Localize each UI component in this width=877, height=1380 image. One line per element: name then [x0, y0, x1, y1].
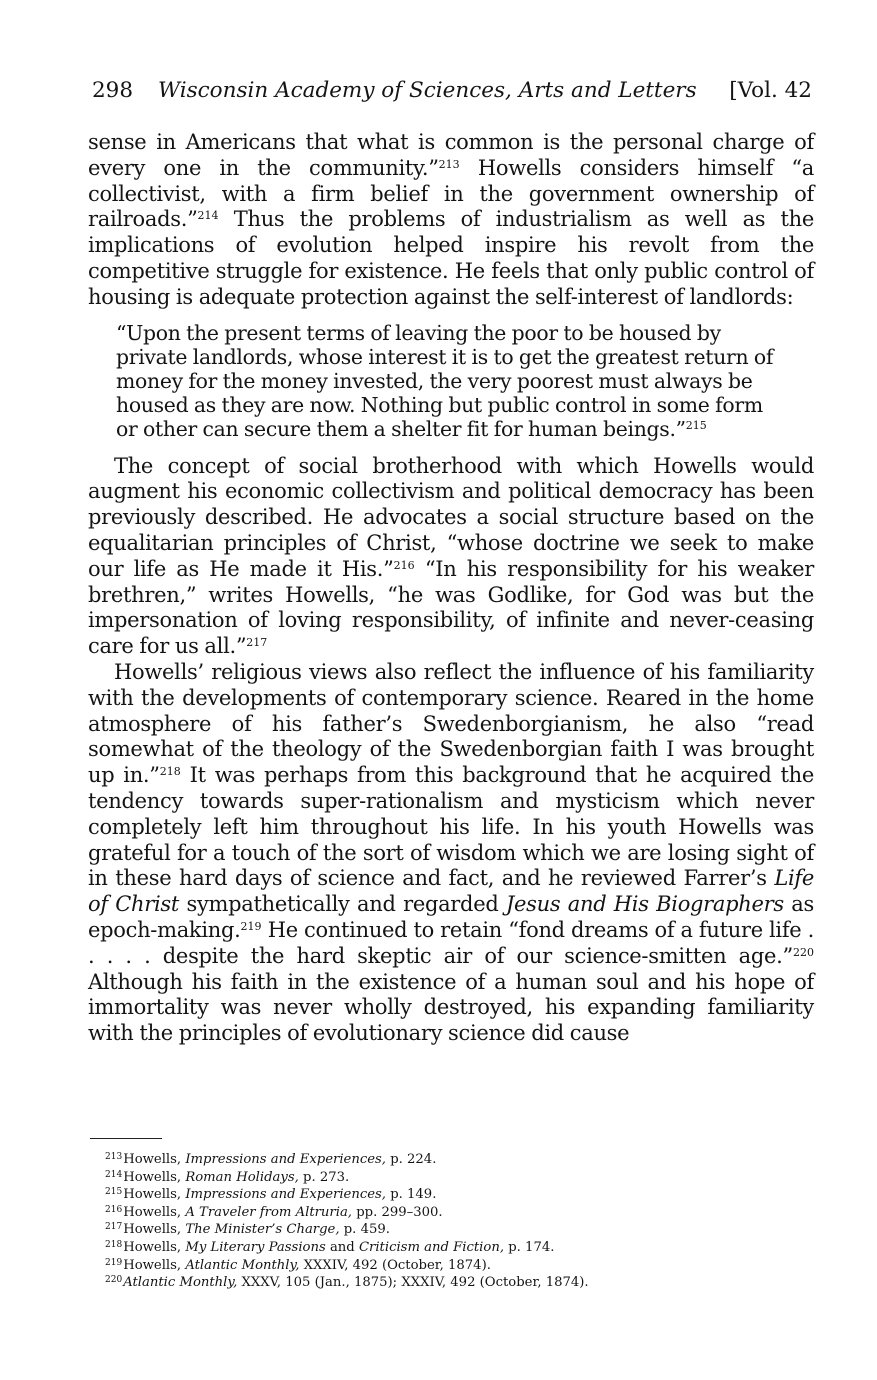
footnote-item — [105, 1185, 805, 1203]
footnote-title: Roman Holidays, — [185, 1169, 299, 1185]
page-number: 298 — [92, 78, 134, 103]
footnote-number: 217 — [105, 1222, 123, 1233]
paragraph-3 — [88, 660, 814, 1047]
text-run: The concept of social brotherhood with which Howells would augment his economic collectivism and political democracy has been previously described. He advocates a social structure based on the equalitarian principles of Christ, “whose doctrine we seek to make our life as He made it His.” — [88, 453, 814, 581]
text-run: Although his faith in the existence of a human soul and his hope of immortality was never wholly destroyed, his expanding familiarity with the principles of evolutionary science did cause — [88, 969, 814, 1046]
footnote-item — [105, 1150, 805, 1168]
footnote-author: Howells, — [123, 1169, 186, 1185]
text-run: Howells’ religious views also reflect the influence of his familiarity with the developments of contemporary science. Reared in the home atmosphere of his father’s Swedenborgianism, he also “read somewhat of the theology of the Swedenborgian faith I was brought up in.” — [88, 659, 814, 788]
footnote-ref: 215 — [685, 419, 707, 433]
footnote-title: The Minister’s Charge, — [185, 1222, 340, 1238]
footnote-number: 219 — [105, 1257, 123, 1268]
volume-label: [Vol. 42 — [729, 78, 812, 103]
block-quote — [116, 321, 786, 442]
footnote-title: Atlantic Monthly, — [185, 1257, 300, 1273]
footnote-author: Howells, — [123, 1239, 186, 1255]
footnote-number: 216 — [105, 1204, 123, 1215]
paragraph-1 — [88, 130, 814, 311]
footnote-title: A Traveler from Altruria, — [185, 1204, 352, 1220]
footnote-item — [105, 1203, 805, 1221]
text-run: It was perhaps from this background that he acquired the tendency towards super-rationalism and mysticism which never completely left him throughout his life. In his youth Howells was grateful for a touch of the sort of wisdom which we are losing sight of in these hard days of science and fact, and he reviewed Farrer’s — [88, 763, 814, 891]
footnote-title: Atlantic Monthly, — [123, 1275, 238, 1291]
footnote-author: Howells, — [123, 1257, 186, 1273]
footnote-ref-detail: p. 273. — [298, 1169, 350, 1185]
footnote-ref-detail: p. 174. — [504, 1239, 555, 1255]
footnote-ref-detail: XXXIV, 492 (October, 1874). — [299, 1257, 491, 1273]
footnote-ref: 219 — [240, 919, 262, 933]
footnote-ref: 213 — [438, 157, 460, 171]
text-run: sympathetically and regarded — [179, 892, 506, 917]
text-run: He continued to retain “fond dreams of a future life . . . . . despite the hard skeptic air of our science-smitten age.” — [88, 917, 814, 968]
footnote-ref-detail: p. 149. — [386, 1187, 437, 1203]
footnote-author: Howells, — [123, 1152, 186, 1167]
text-run: Howells considers himself “a collectivist, with a firm belief in the government ownership of railroads.” — [88, 155, 814, 232]
book-title: Life of Christ — [88, 866, 814, 917]
footnote-ref: 217 — [246, 636, 268, 650]
footnotes — [105, 1150, 805, 1291]
footnote-author: Howells, — [123, 1204, 186, 1220]
footnote-ref: 218 — [159, 765, 181, 779]
footnote-ref-detail: pp. 299–300. — [352, 1204, 443, 1220]
text-run: Thus the problems of industrialism as well as the implications of evolution helped inspire his revolt from the competitive struggle for existence. He feels that only public control of housing is adequate protection against the self-interest of landlords: — [88, 207, 814, 309]
footnote-ref: 214 — [197, 209, 219, 223]
footnote-ref-detail: XXXV, 105 (Jan., 1875); XXXIV, 492 (October, 1874). — [237, 1275, 589, 1291]
footnote-item — [105, 1238, 805, 1256]
footnote-conjunction: and — [325, 1239, 359, 1255]
footnote-number: 213 — [105, 1152, 123, 1162]
footnote-item — [105, 1220, 805, 1238]
footnote-ref-detail: p. 224. — [386, 1152, 437, 1167]
footnote-title: Impressions and Experiences, — [185, 1187, 386, 1203]
footnote-item — [105, 1256, 805, 1274]
paragraph-2 — [88, 454, 814, 660]
footnote-number: 214 — [105, 1169, 123, 1180]
quote-text: “Upon the present terms of leaving the poor to be housed by private landlords, whose interest it is to get the greatest return of money for the money invested, the very poorest must always be housed as they are now. Nothing but public control in some form or other can secure them a shelter fit for human beings.” — [116, 320, 774, 442]
text-run: as epoch-making. — [88, 892, 814, 942]
footnote-author: Howells, — [123, 1222, 186, 1238]
footnote-number: 220 — [105, 1275, 123, 1286]
book-title: Jesus and His Biographers — [505, 892, 784, 917]
footnote-title: My Literary Passions — [185, 1239, 326, 1255]
footnote-author: Howells, — [123, 1187, 186, 1203]
footnote-title: Criticism and Fiction, — [358, 1239, 505, 1255]
footnote-number: 215 — [105, 1187, 123, 1198]
text-run: sense in Americans that what is common is the personal charge of every one in the community.” — [88, 130, 814, 180]
main-text — [88, 130, 814, 1047]
footnote-ref: 216 — [393, 558, 415, 572]
footnote-rule — [90, 1138, 162, 1139]
journal-title: Wisconsin Academy of Sciences, Arts and Letters — [158, 78, 697, 103]
footnote-ref: 220 — [793, 945, 814, 959]
running-header — [92, 76, 818, 106]
footnote-item — [105, 1168, 805, 1186]
footnote-number: 218 — [105, 1239, 123, 1250]
footnote-title: Impressions and Experiences, — [185, 1152, 386, 1167]
footnote-item — [105, 1273, 805, 1291]
footnote-ref-detail: p. 459. — [339, 1222, 390, 1238]
text-run: “In his responsibility for his weaker brethren,” writes Howells, “he was Godlike, for God was but the impersonation of loving responsibility, of infinite and never-ceasing care for us all.” — [88, 556, 814, 659]
